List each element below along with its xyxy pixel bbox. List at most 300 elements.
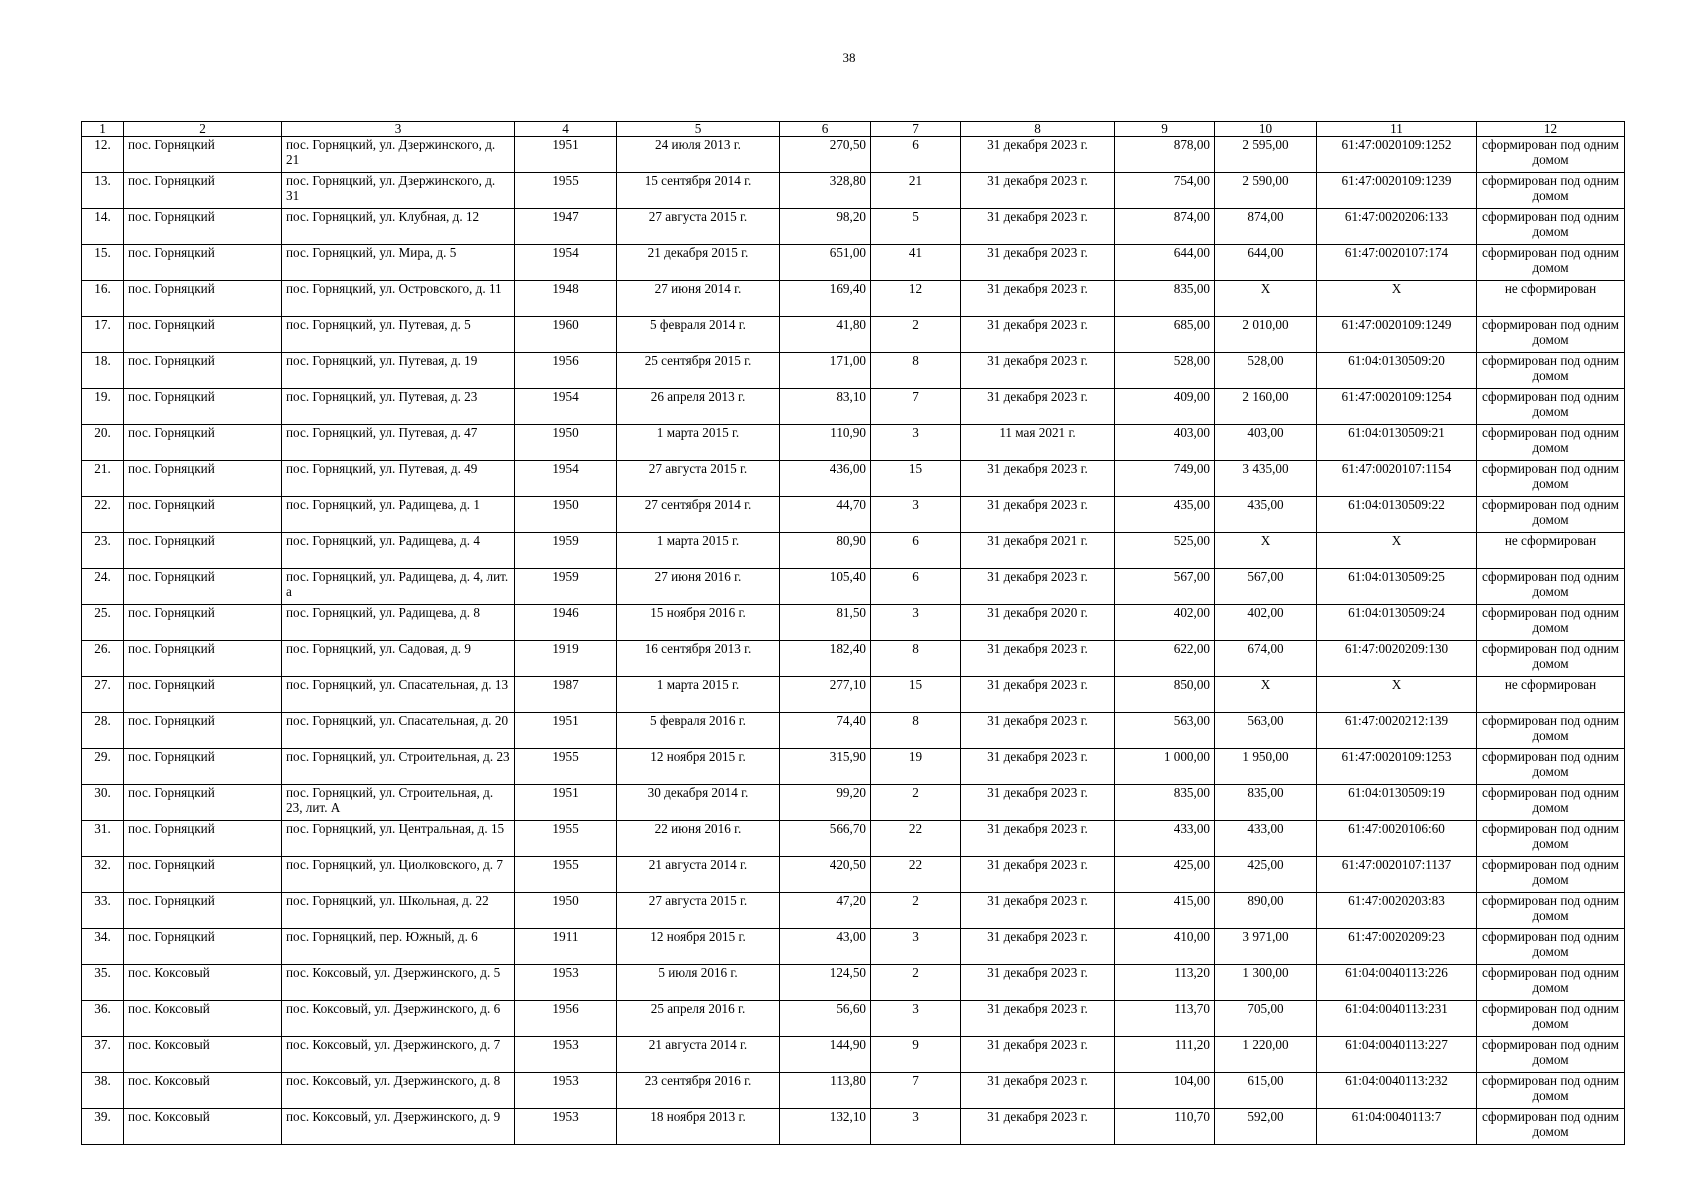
resettlement-area: 124,50 (780, 965, 871, 1001)
planned-date: 31 декабря 2023 г. (961, 749, 1115, 785)
recognition-date: 5 февраля 2016 г. (617, 713, 780, 749)
planned-date: 31 декабря 2023 г. (961, 857, 1115, 893)
column-header: 9 (1115, 122, 1215, 137)
address: пос. Горняцкий, пер. Южный, д. 6 (282, 929, 515, 965)
resettlement-area: 277,10 (780, 677, 871, 713)
house-area: 528,00 (1115, 353, 1215, 389)
recognition-date: 21 декабря 2015 г. (617, 245, 780, 281)
house-area: 622,00 (1115, 641, 1215, 677)
recognition-date: 18 ноября 2013 г. (617, 1109, 780, 1145)
plot-status: не сформирован (1477, 677, 1625, 713)
row-number: 20. (82, 425, 124, 461)
cadastral-number: 61:04:0040113:7 (1317, 1109, 1477, 1145)
settlement: пос. Горняцкий (124, 209, 282, 245)
recognition-date: 1 марта 2015 г. (617, 425, 780, 461)
plot-status: сформирован под одним домом (1477, 965, 1625, 1001)
year-built: 1953 (515, 1109, 617, 1145)
cadastral-number: 61:47:0020109:1252 (1317, 137, 1477, 173)
house-area: 749,00 (1115, 461, 1215, 497)
cadastral-number: Х (1317, 281, 1477, 317)
settlement: пос. Горняцкий (124, 641, 282, 677)
row-number: 13. (82, 173, 124, 209)
residents-count: 41 (871, 245, 961, 281)
resettlement-area: 80,90 (780, 533, 871, 569)
cadastral-number: 61:47:0020107:174 (1317, 245, 1477, 281)
house-area: 403,00 (1115, 425, 1215, 461)
resettlement-area: 98,20 (780, 209, 871, 245)
address: пос. Горняцкий, ул. Клубная, д. 12 (282, 209, 515, 245)
plot-area: 3 435,00 (1215, 461, 1317, 497)
residents-count: 6 (871, 137, 961, 173)
year-built: 1946 (515, 605, 617, 641)
plot-status: сформирован под одним домом (1477, 461, 1625, 497)
residents-count: 22 (871, 821, 961, 857)
plot-area: 835,00 (1215, 785, 1317, 821)
plot-status: сформирован под одним домом (1477, 749, 1625, 785)
planned-date: 31 декабря 2023 г. (961, 317, 1115, 353)
house-area: 110,70 (1115, 1109, 1215, 1145)
residents-count: 2 (871, 965, 961, 1001)
year-built: 1959 (515, 569, 617, 605)
plot-status: сформирован под одним домом (1477, 1109, 1625, 1145)
year-built: 1956 (515, 353, 617, 389)
planned-date: 11 мая 2021 г. (961, 425, 1115, 461)
planned-date: 31 декабря 2023 г. (961, 677, 1115, 713)
cadastral-number: 61:47:0020212:139 (1317, 713, 1477, 749)
address: пос. Горняцкий, ул. Строительная, д. 23 (282, 749, 515, 785)
plot-area: 1 220,00 (1215, 1037, 1317, 1073)
registry-body (82, 137, 1625, 1145)
residents-count: 22 (871, 857, 961, 893)
row-number: 21. (82, 461, 124, 497)
plot-status: сформирован под одним домом (1477, 353, 1625, 389)
settlement: пос. Горняцкий (124, 893, 282, 929)
residents-count: 5 (871, 209, 961, 245)
row-number: 14. (82, 209, 124, 245)
address: пос. Горняцкий, ул. Радищева, д. 8 (282, 605, 515, 641)
plot-status: сформирован под одним домом (1477, 497, 1625, 533)
plot-status: сформирован под одним домом (1477, 173, 1625, 209)
recognition-date: 15 ноября 2016 г. (617, 605, 780, 641)
table-row (82, 749, 1625, 785)
residents-count: 2 (871, 893, 961, 929)
plot-area: Х (1215, 677, 1317, 713)
address: пос. Горняцкий, ул. Островского, д. 11 (282, 281, 515, 317)
address: пос. Горняцкий, ул. Дзержинского, д. 31 (282, 173, 515, 209)
row-number: 33. (82, 893, 124, 929)
table-row (82, 713, 1625, 749)
column-header: 5 (617, 122, 780, 137)
cadastral-number: 61:04:0040113:232 (1317, 1073, 1477, 1109)
year-built: 1987 (515, 677, 617, 713)
year-built: 1953 (515, 1037, 617, 1073)
planned-date: 31 декабря 2020 г. (961, 605, 1115, 641)
cadastral-number: 61:47:0020203:83 (1317, 893, 1477, 929)
cadastral-number: 61:47:0020109:1254 (1317, 389, 1477, 425)
planned-date: 31 декабря 2023 г. (961, 785, 1115, 821)
year-built: 1950 (515, 425, 617, 461)
resettlement-area: 169,40 (780, 281, 871, 317)
planned-date: 31 декабря 2023 г. (961, 713, 1115, 749)
residents-count: 8 (871, 641, 961, 677)
address: пос. Горняцкий, ул. Дзержинского, д. 21 (282, 137, 515, 173)
recognition-date: 30 декабря 2014 г. (617, 785, 780, 821)
cadastral-number: 61:47:0020206:133 (1317, 209, 1477, 245)
settlement: пос. Горняцкий (124, 533, 282, 569)
planned-date: 31 декабря 2023 г. (961, 281, 1115, 317)
planned-date: 31 декабря 2023 г. (961, 1109, 1115, 1145)
table-row (82, 209, 1625, 245)
house-area: 111,20 (1115, 1037, 1215, 1073)
cadastral-number: Х (1317, 677, 1477, 713)
recognition-date: 12 ноября 2015 г. (617, 749, 780, 785)
plot-area: 1 950,00 (1215, 749, 1317, 785)
settlement: пос. Горняцкий (124, 353, 282, 389)
house-area: 435,00 (1115, 497, 1215, 533)
residents-count: 15 (871, 677, 961, 713)
planned-date: 31 декабря 2023 г. (961, 245, 1115, 281)
table-row (82, 641, 1625, 677)
house-area: 104,00 (1115, 1073, 1215, 1109)
residents-count: 7 (871, 389, 961, 425)
cadastral-number: 61:47:0020109:1249 (1317, 317, 1477, 353)
resettlement-area: 74,40 (780, 713, 871, 749)
year-built: 1953 (515, 1073, 617, 1109)
resettlement-area: 132,10 (780, 1109, 871, 1145)
plot-status: сформирован под одним домом (1477, 209, 1625, 245)
residents-count: 3 (871, 605, 961, 641)
cadastral-number: 61:04:0040113:227 (1317, 1037, 1477, 1073)
settlement: пос. Коксовый (124, 1001, 282, 1037)
column-header: 11 (1317, 122, 1477, 137)
year-built: 1911 (515, 929, 617, 965)
residents-count: 3 (871, 425, 961, 461)
resettlement-area: 144,90 (780, 1037, 871, 1073)
row-number: 22. (82, 497, 124, 533)
address: пос. Горняцкий, ул. Спасательная, д. 13 (282, 677, 515, 713)
row-number: 35. (82, 965, 124, 1001)
column-header: 2 (124, 122, 282, 137)
plot-area: 705,00 (1215, 1001, 1317, 1037)
residents-count: 9 (871, 1037, 961, 1073)
plot-status: сформирован под одним домом (1477, 137, 1625, 173)
year-built: 1950 (515, 497, 617, 533)
plot-status: сформирован под одним домом (1477, 1001, 1625, 1037)
plot-status: не сформирован (1477, 533, 1625, 569)
resettlement-area: 270,50 (780, 137, 871, 173)
address: пос. Горняцкий, ул. Строительная, д. 23, лит. А (282, 785, 515, 821)
column-header: 4 (515, 122, 617, 137)
year-built: 1953 (515, 965, 617, 1001)
row-number: 24. (82, 569, 124, 605)
row-number: 12. (82, 137, 124, 173)
plot-status: сформирован под одним домом (1477, 245, 1625, 281)
year-built: 1954 (515, 245, 617, 281)
house-area: 850,00 (1115, 677, 1215, 713)
row-number: 38. (82, 1073, 124, 1109)
residents-count: 21 (871, 173, 961, 209)
plot-area: 433,00 (1215, 821, 1317, 857)
residents-count: 15 (871, 461, 961, 497)
plot-area: 425,00 (1215, 857, 1317, 893)
planned-date: 31 декабря 2023 г. (961, 641, 1115, 677)
recognition-date: 21 августа 2014 г. (617, 857, 780, 893)
house-area: 874,00 (1115, 209, 1215, 245)
plot-area: 3 971,00 (1215, 929, 1317, 965)
recognition-date: 25 сентября 2015 г. (617, 353, 780, 389)
settlement: пос. Горняцкий (124, 605, 282, 641)
table-row (82, 137, 1625, 173)
plot-status: сформирован под одним домом (1477, 929, 1625, 965)
house-area: 835,00 (1115, 785, 1215, 821)
house-area: 409,00 (1115, 389, 1215, 425)
plot-status: сформирован под одним домом (1477, 893, 1625, 929)
recognition-date: 1 марта 2015 г. (617, 533, 780, 569)
year-built: 1960 (515, 317, 617, 353)
residents-count: 6 (871, 569, 961, 605)
plot-status: сформирован под одним домом (1477, 389, 1625, 425)
row-number: 23. (82, 533, 124, 569)
recognition-date: 27 августа 2015 г. (617, 893, 780, 929)
cadastral-number: 61:04:0130509:21 (1317, 425, 1477, 461)
address: пос. Коксовый, ул. Дзержинского, д. 8 (282, 1073, 515, 1109)
resettlement-area: 171,00 (780, 353, 871, 389)
cadastral-number: 61:04:0130509:25 (1317, 569, 1477, 605)
year-built: 1951 (515, 713, 617, 749)
row-number: 32. (82, 857, 124, 893)
table-row (82, 533, 1625, 569)
table-row (82, 785, 1625, 821)
column-header: 7 (871, 122, 961, 137)
year-built: 1955 (515, 857, 617, 893)
cadastral-number: 61:04:0130509:22 (1317, 497, 1477, 533)
row-number: 25. (82, 605, 124, 641)
settlement: пос. Горняцкий (124, 569, 282, 605)
recognition-date: 24 июля 2013 г. (617, 137, 780, 173)
year-built: 1948 (515, 281, 617, 317)
house-area: 835,00 (1115, 281, 1215, 317)
row-number: 15. (82, 245, 124, 281)
plot-area: 563,00 (1215, 713, 1317, 749)
house-area: 685,00 (1115, 317, 1215, 353)
planned-date: 31 декабря 2023 г. (961, 461, 1115, 497)
row-number: 27. (82, 677, 124, 713)
residents-count: 3 (871, 1001, 961, 1037)
resettlement-area: 420,50 (780, 857, 871, 893)
residents-count: 6 (871, 533, 961, 569)
house-area: 644,00 (1115, 245, 1215, 281)
year-built: 1950 (515, 893, 617, 929)
cadastral-number: 61:47:0020106:60 (1317, 821, 1477, 857)
house-area: 878,00 (1115, 137, 1215, 173)
planned-date: 31 декабря 2023 г. (961, 893, 1115, 929)
residents-count: 19 (871, 749, 961, 785)
row-number: 36. (82, 1001, 124, 1037)
recognition-date: 5 февраля 2014 г. (617, 317, 780, 353)
resettlement-area: 113,80 (780, 1073, 871, 1109)
plot-area: 2 590,00 (1215, 173, 1317, 209)
column-header: 1 (82, 122, 124, 137)
cadastral-number: 61:04:0040113:231 (1317, 1001, 1477, 1037)
table-row (82, 317, 1625, 353)
plot-status: сформирован под одним домом (1477, 605, 1625, 641)
settlement: пос. Горняцкий (124, 137, 282, 173)
planned-date: 31 декабря 2023 г. (961, 1073, 1115, 1109)
table-row (82, 497, 1625, 533)
plot-area: 402,00 (1215, 605, 1317, 641)
table-row (82, 173, 1625, 209)
housing-registry-table (81, 121, 1625, 1145)
plot-area: 674,00 (1215, 641, 1317, 677)
plot-area: 567,00 (1215, 569, 1317, 605)
recognition-date: 27 сентября 2014 г. (617, 497, 780, 533)
table-row (82, 569, 1625, 605)
plot-area: 435,00 (1215, 497, 1317, 533)
recognition-date: 25 апреля 2016 г. (617, 1001, 780, 1037)
address: пос. Горняцкий, ул. Садовая, д. 9 (282, 641, 515, 677)
settlement: пос. Горняцкий (124, 461, 282, 497)
column-header: 12 (1477, 122, 1625, 137)
table-row (82, 893, 1625, 929)
settlement: пос. Коксовый (124, 1037, 282, 1073)
row-number: 17. (82, 317, 124, 353)
plot-area: 644,00 (1215, 245, 1317, 281)
residents-count: 2 (871, 317, 961, 353)
plot-status: сформирован под одним домом (1477, 713, 1625, 749)
residents-count: 7 (871, 1073, 961, 1109)
resettlement-area: 566,70 (780, 821, 871, 857)
row-number: 26. (82, 641, 124, 677)
recognition-date: 15 сентября 2014 г. (617, 173, 780, 209)
plot-area: 2 595,00 (1215, 137, 1317, 173)
settlement: пос. Горняцкий (124, 497, 282, 533)
residents-count: 2 (871, 785, 961, 821)
residents-count: 3 (871, 497, 961, 533)
address: пос. Коксовый, ул. Дзержинского, д. 9 (282, 1109, 515, 1145)
table-row (82, 1109, 1625, 1145)
settlement: пос. Коксовый (124, 965, 282, 1001)
cadastral-number: 61:47:0020109:1239 (1317, 173, 1477, 209)
plot-area: 615,00 (1215, 1073, 1317, 1109)
residents-count: 8 (871, 713, 961, 749)
resettlement-area: 99,20 (780, 785, 871, 821)
plot-area: 2 160,00 (1215, 389, 1317, 425)
cadastral-number: 61:04:0130509:24 (1317, 605, 1477, 641)
table-row (82, 353, 1625, 389)
residents-count: 3 (871, 1109, 961, 1145)
table-row (82, 1073, 1625, 1109)
cadastral-number: Х (1317, 533, 1477, 569)
resettlement-area: 47,20 (780, 893, 871, 929)
resettlement-area: 315,90 (780, 749, 871, 785)
row-number: 39. (82, 1109, 124, 1145)
row-number: 16. (82, 281, 124, 317)
year-built: 1956 (515, 1001, 617, 1037)
cadastral-number: 61:47:0020209:23 (1317, 929, 1477, 965)
year-built: 1955 (515, 821, 617, 857)
address: пос. Коксовый, ул. Дзержинского, д. 5 (282, 965, 515, 1001)
resettlement-area: 182,40 (780, 641, 871, 677)
house-area: 567,00 (1115, 569, 1215, 605)
recognition-date: 27 июня 2016 г. (617, 569, 780, 605)
settlement: пос. Горняцкий (124, 821, 282, 857)
settlement: пос. Горняцкий (124, 389, 282, 425)
column-header: 6 (780, 122, 871, 137)
address: пос. Горняцкий, ул. Путевая, д. 19 (282, 353, 515, 389)
resettlement-area: 328,80 (780, 173, 871, 209)
planned-date: 31 декабря 2023 г. (961, 821, 1115, 857)
resettlement-area: 56,60 (780, 1001, 871, 1037)
residents-count: 12 (871, 281, 961, 317)
table-row (82, 461, 1625, 497)
resettlement-area: 651,00 (780, 245, 871, 281)
settlement: пос. Горняцкий (124, 281, 282, 317)
settlement: пос. Горняцкий (124, 677, 282, 713)
settlement: пос. Горняцкий (124, 857, 282, 893)
year-built: 1955 (515, 173, 617, 209)
table-row (82, 821, 1625, 857)
cadastral-number: 61:47:0020107:1137 (1317, 857, 1477, 893)
resettlement-area: 43,00 (780, 929, 871, 965)
plot-area: 1 300,00 (1215, 965, 1317, 1001)
planned-date: 31 декабря 2023 г. (961, 497, 1115, 533)
table-row (82, 1001, 1625, 1037)
recognition-date: 22 июня 2016 г. (617, 821, 780, 857)
house-area: 415,00 (1115, 893, 1215, 929)
row-number: 30. (82, 785, 124, 821)
settlement: пос. Горняцкий (124, 749, 282, 785)
settlement: пос. Горняцкий (124, 713, 282, 749)
settlement: пос. Горняцкий (124, 317, 282, 353)
row-number: 37. (82, 1037, 124, 1073)
column-number-row (82, 122, 1625, 137)
plot-status: сформирован под одним домом (1477, 1037, 1625, 1073)
address: пос. Горняцкий, ул. Радищева, д. 4 (282, 533, 515, 569)
plot-area: 528,00 (1215, 353, 1317, 389)
address: пос. Горняцкий, ул. Радищева, д. 1 (282, 497, 515, 533)
table-row (82, 929, 1625, 965)
plot-area: 403,00 (1215, 425, 1317, 461)
planned-date: 31 декабря 2023 г. (961, 389, 1115, 425)
house-area: 525,00 (1115, 533, 1215, 569)
recognition-date: 26 апреля 2013 г. (617, 389, 780, 425)
column-header: 8 (961, 122, 1115, 137)
recognition-date: 23 сентября 2016 г. (617, 1073, 780, 1109)
plot-area: Х (1215, 281, 1317, 317)
plot-status: сформирован под одним домом (1477, 641, 1625, 677)
house-area: 113,70 (1115, 1001, 1215, 1037)
house-area: 754,00 (1115, 173, 1215, 209)
settlement: пос. Горняцкий (124, 785, 282, 821)
row-number: 18. (82, 353, 124, 389)
year-built: 1947 (515, 209, 617, 245)
row-number: 29. (82, 749, 124, 785)
address: пос. Горняцкий, ул. Центральная, д. 15 (282, 821, 515, 857)
table-row (82, 1037, 1625, 1073)
settlement: пос. Горняцкий (124, 929, 282, 965)
address: пос. Горняцкий, ул. Путевая, д. 23 (282, 389, 515, 425)
page-number: 38 (842, 50, 856, 65)
residents-count: 8 (871, 353, 961, 389)
table-row (82, 677, 1625, 713)
cadastral-number: 61:47:0020209:130 (1317, 641, 1477, 677)
address: пос. Горняцкий, ул. Путевая, д. 5 (282, 317, 515, 353)
address: пос. Горняцкий, ул. Путевая, д. 47 (282, 425, 515, 461)
house-area: 410,00 (1115, 929, 1215, 965)
column-header: 10 (1215, 122, 1317, 137)
column-header: 3 (282, 122, 515, 137)
cadastral-number: 61:04:0040113:226 (1317, 965, 1477, 1001)
